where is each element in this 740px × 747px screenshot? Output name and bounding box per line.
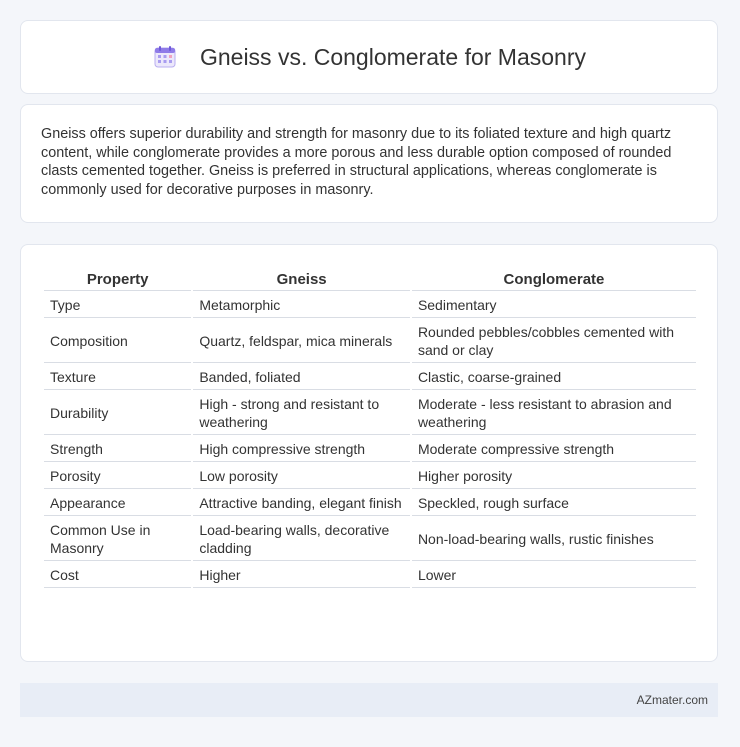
property-cell: Common Use in Masonry — [44, 518, 191, 561]
comparison-table-card — [20, 244, 718, 662]
calendar-icon — [152, 44, 178, 70]
gneiss-cell: Quartz, feldspar, mica minerals — [193, 320, 410, 363]
footer-brand: AZmater.com — [636, 693, 708, 707]
column-header-conglomerate: Conglomerate — [412, 267, 696, 291]
title-card — [20, 20, 718, 94]
table-row — [44, 437, 696, 462]
footer — [20, 683, 718, 717]
property-cell: Composition — [44, 320, 191, 363]
conglomerate-cell: Moderate compressive strength — [412, 437, 696, 462]
property-cell: Texture — [44, 365, 191, 390]
page-title: Gneiss vs. Conglomerate for Masonry — [199, 43, 587, 70]
conglomerate-cell: Rounded pebbles/cobbles cemented with sand or clay — [412, 320, 696, 363]
table-row — [44, 320, 696, 363]
conglomerate-cell: Speckled, rough surface — [412, 491, 696, 516]
summary-text: Gneiss offers superior durability and strength for masonry due to its foliated texture and high quartz content, while conglomerate provides a more porous and less durable option composed of rounded clasts cemented together. Gneiss is preferred in structural applications, whereas conglomerate is commonly used for decorative purposes in masonry. — [41, 126, 672, 198]
conglomerate-cell: Moderate - less resistant to abrasion and weathering — [412, 392, 696, 435]
summary-card — [20, 104, 718, 223]
conglomerate-cell: Sedimentary — [412, 293, 696, 318]
property-cell: Durability — [44, 392, 191, 435]
table-header-row — [44, 267, 696, 291]
column-header-property: Property — [44, 267, 191, 291]
gneiss-cell: Higher — [193, 563, 410, 588]
property-cell: Type — [44, 293, 191, 318]
property-cell: Porosity — [44, 464, 191, 489]
gneiss-cell: Load-bearing walls, decorative cladding — [193, 518, 410, 561]
gneiss-cell: Low porosity — [193, 464, 410, 489]
table-row — [44, 392, 696, 435]
gneiss-cell: High compressive strength — [193, 437, 410, 462]
conglomerate-cell: Non-load-bearing walls, rustic finishes — [412, 518, 696, 561]
table-row — [44, 365, 696, 390]
gneiss-cell: High - strong and resistant to weathering — [193, 392, 410, 435]
conglomerate-cell: Higher porosity — [412, 464, 696, 489]
table-row — [44, 563, 696, 588]
table-row — [44, 518, 696, 561]
property-cell: Appearance — [44, 491, 191, 516]
gneiss-cell: Banded, foliated — [193, 365, 410, 390]
column-header-gneiss: Gneiss — [193, 267, 410, 291]
gneiss-cell: Metamorphic — [193, 293, 410, 318]
table-row — [44, 293, 696, 318]
table-row — [44, 491, 696, 516]
comparison-table — [42, 265, 698, 590]
table-row — [44, 464, 696, 489]
conglomerate-cell: Clastic, coarse-grained — [412, 365, 696, 390]
conglomerate-cell: Lower — [412, 563, 696, 588]
property-cell: Strength — [44, 437, 191, 462]
gneiss-cell: Attractive banding, elegant finish — [193, 491, 410, 516]
property-cell: Cost — [44, 563, 191, 588]
